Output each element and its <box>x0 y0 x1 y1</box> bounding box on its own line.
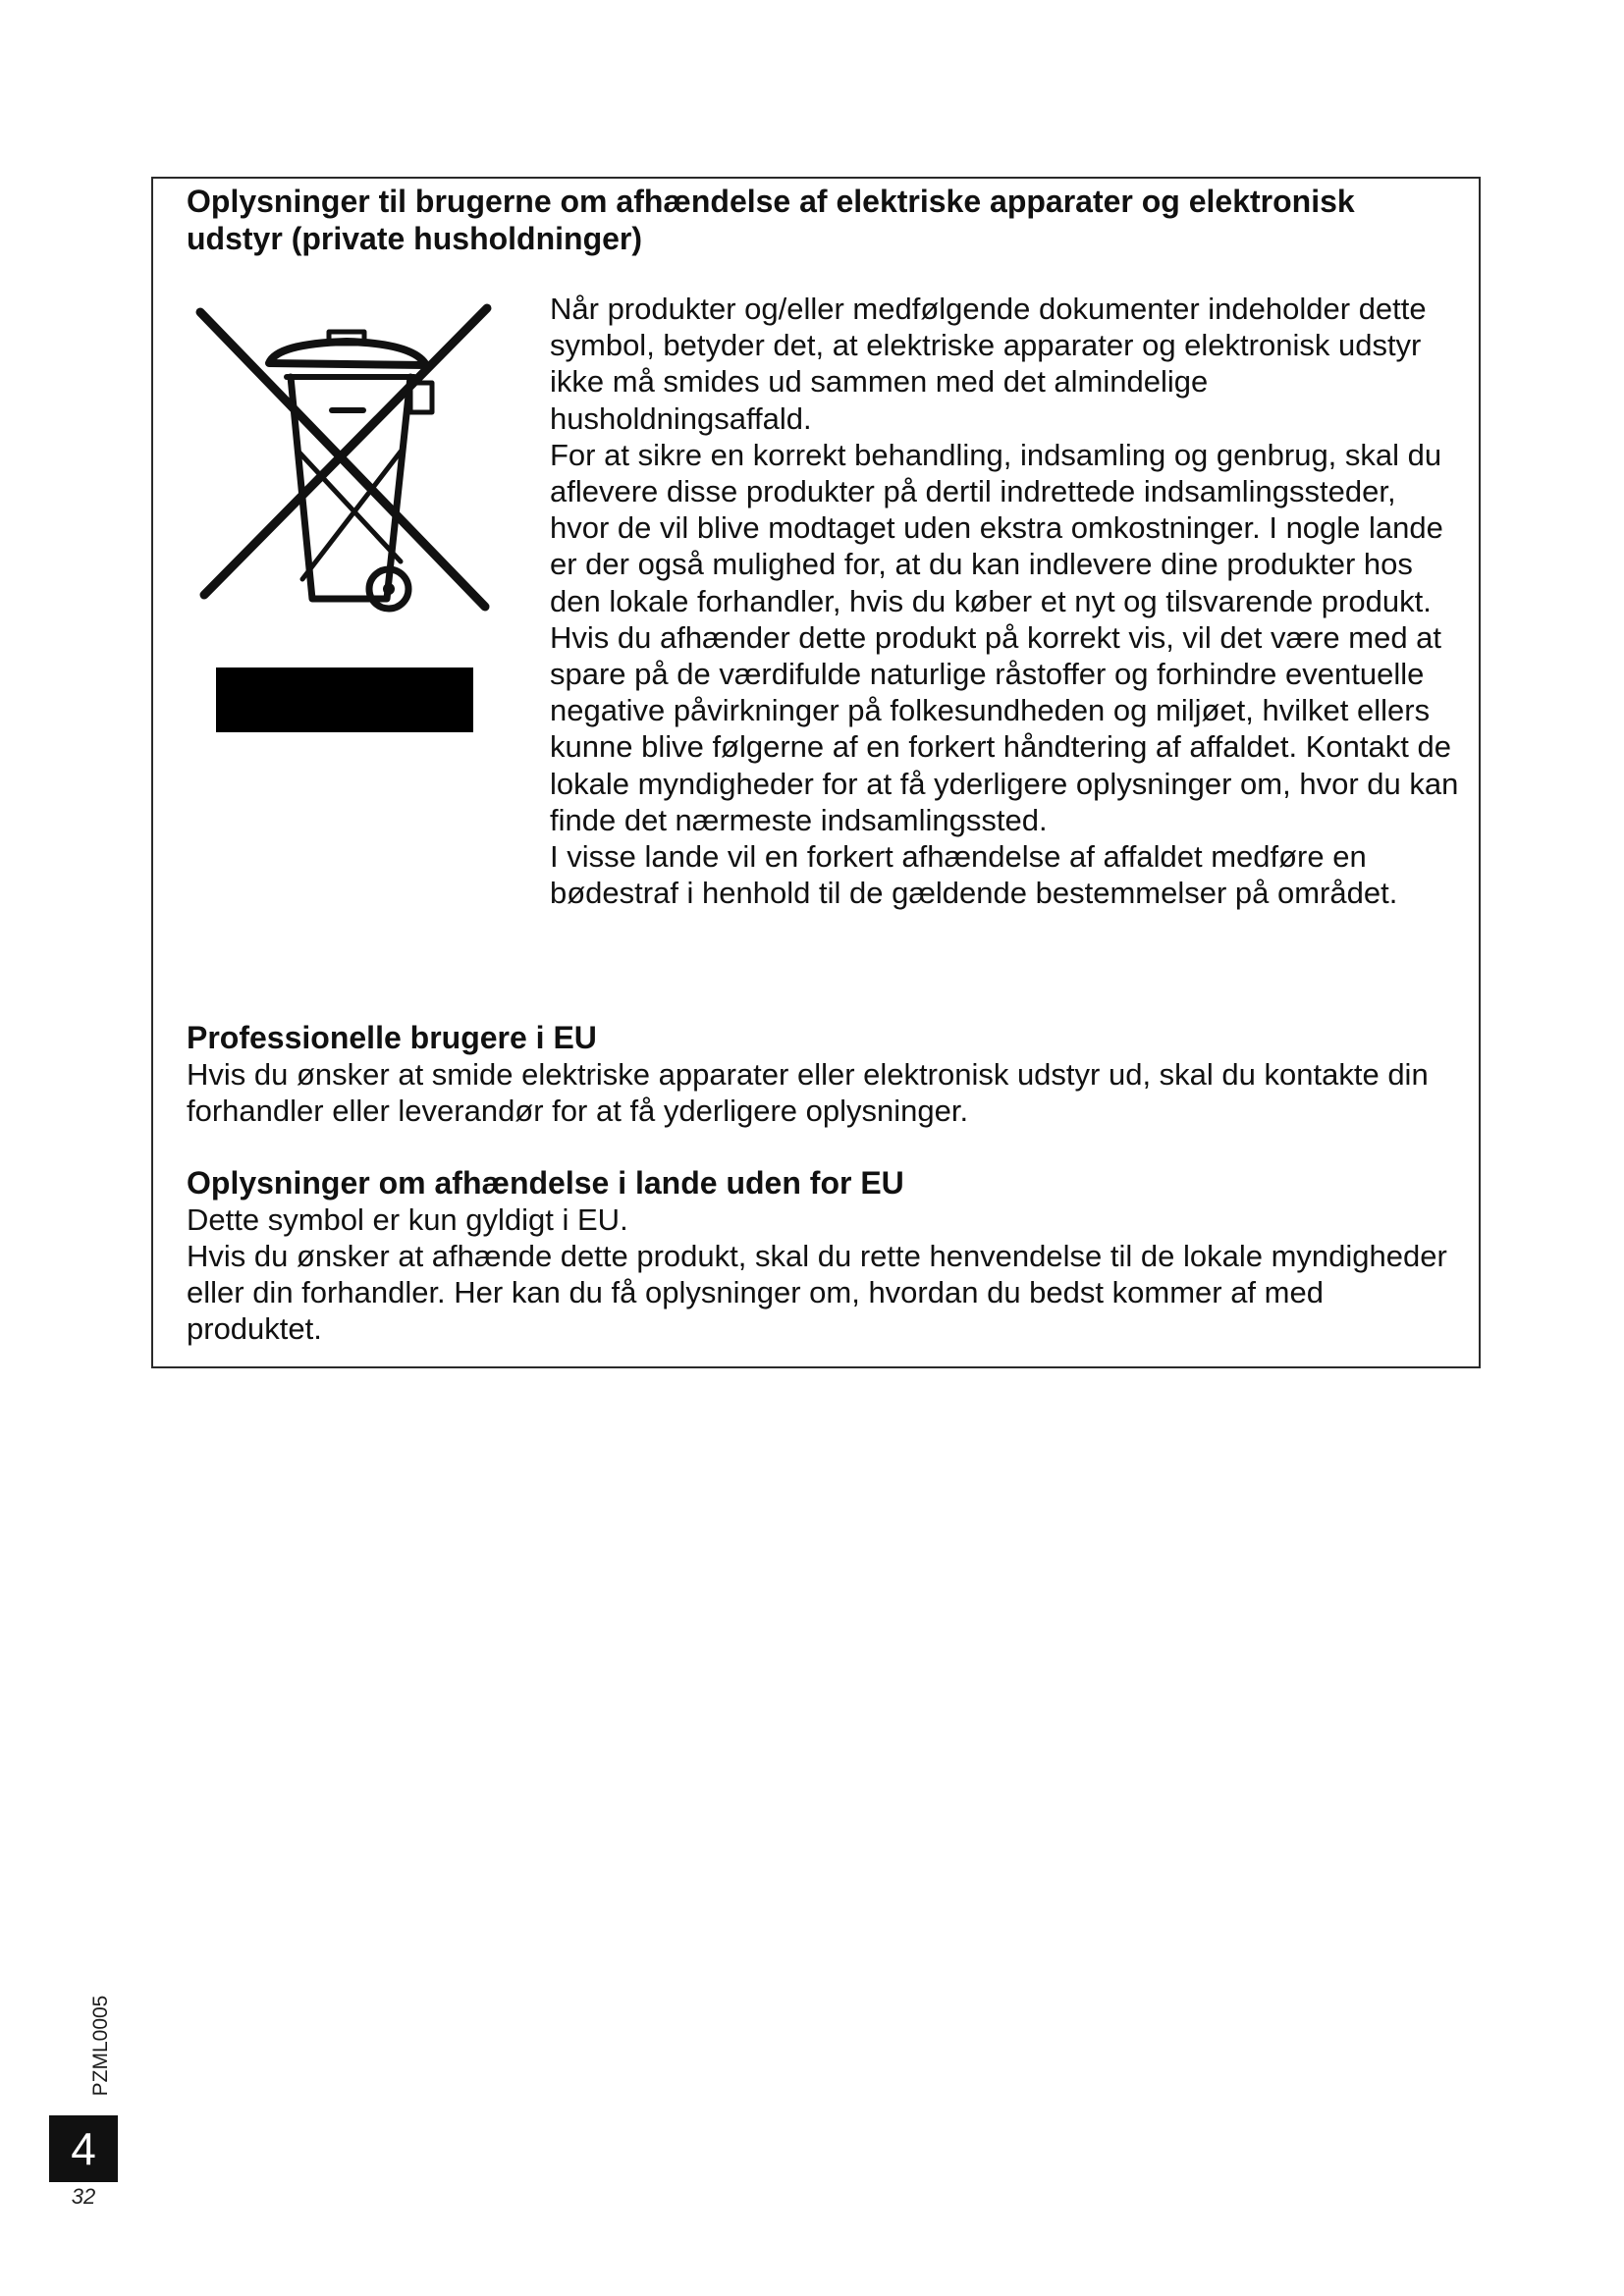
intro-paragraph: For at sikre en korrekt behandling, indsamling og genbrug, skal du aflevere disse produkter på dertil indrettede indsamlingssteder, hvor de vil blive modtaget uden ekstra omkostninger. I nogle lande er der også mulighed for, at du kan indlevere dine produkter hos den lokale forhandler, hvis du køber et nyt og tilsvarende produkt. <box>550 437 1443 618</box>
notice-title: Oplysninger til brugerne om afhændelse af elektriske apparater og elektronisk udstyr (private husholdninger) <box>187 184 1355 256</box>
page-number: 32 <box>71 2184 96 2209</box>
intro-text <box>550 291 1463 911</box>
weee-notice-box <box>151 177 1481 1368</box>
crossed-out-wheelie-bin-icon <box>192 294 507 779</box>
non-eu-line-1: Dette symbol er kun gyldigt i EU. <box>187 1202 628 1237</box>
professional-text: Hvis du ønsker at smide elektriske apparater eller elektronisk udstyr ud, skal du kontakte din forhandler eller leverandør for at få yderligere oplysninger. <box>187 1057 1429 1128</box>
professional-users-section <box>187 1019 1463 1129</box>
document-code-text: PZML0005 <box>89 1995 112 2097</box>
intro-paragraph: Hvis du afhænder dette produkt på korrekt vis, vil det være med at spare på de værdifulde naturlige råstoffer og forhindre eventuelle negative påvirkninger på folkesundheden og miljøet, hvilket ellers kunne blive følgerne af en forkert håndtering af affaldet. Kontakt de lokale myndigheder for at få yderligere oplysninger om, hvor du kan finde det nærmeste indsamlingssted. <box>550 619 1459 837</box>
non-eu-section <box>187 1164 1463 1347</box>
chapter-tab: 4 <box>49 2115 118 2182</box>
professional-heading: Professionelle brugere i EU <box>187 1020 597 1055</box>
intro-paragraph: I visse lande vil en forkert afhændelse af affaldet medføre en bødestraf i henhold til de gældende bestemmelser på området. <box>550 839 1398 911</box>
intro-paragraph: Når produkter og/eller medfølgende dokumenter indeholder dette symbol, betyder det, at elektriske apparater og elektronisk udstyr ikke må smides ud sammen med det almindelige husholdningsaffald. <box>550 292 1427 436</box>
document-code <box>86 1987 116 2105</box>
non-eu-line-2: Hvis du ønsker at afhænde dette produkt, skal du rette henvendelse til de lokale myndigheder eller din forhandler. Her kan du få oplysninger om, hvordan du bedst kommer af med produktet. <box>187 1239 1447 1346</box>
non-eu-heading: Oplysninger om afhændelse i lande uden for EU <box>187 1165 904 1201</box>
